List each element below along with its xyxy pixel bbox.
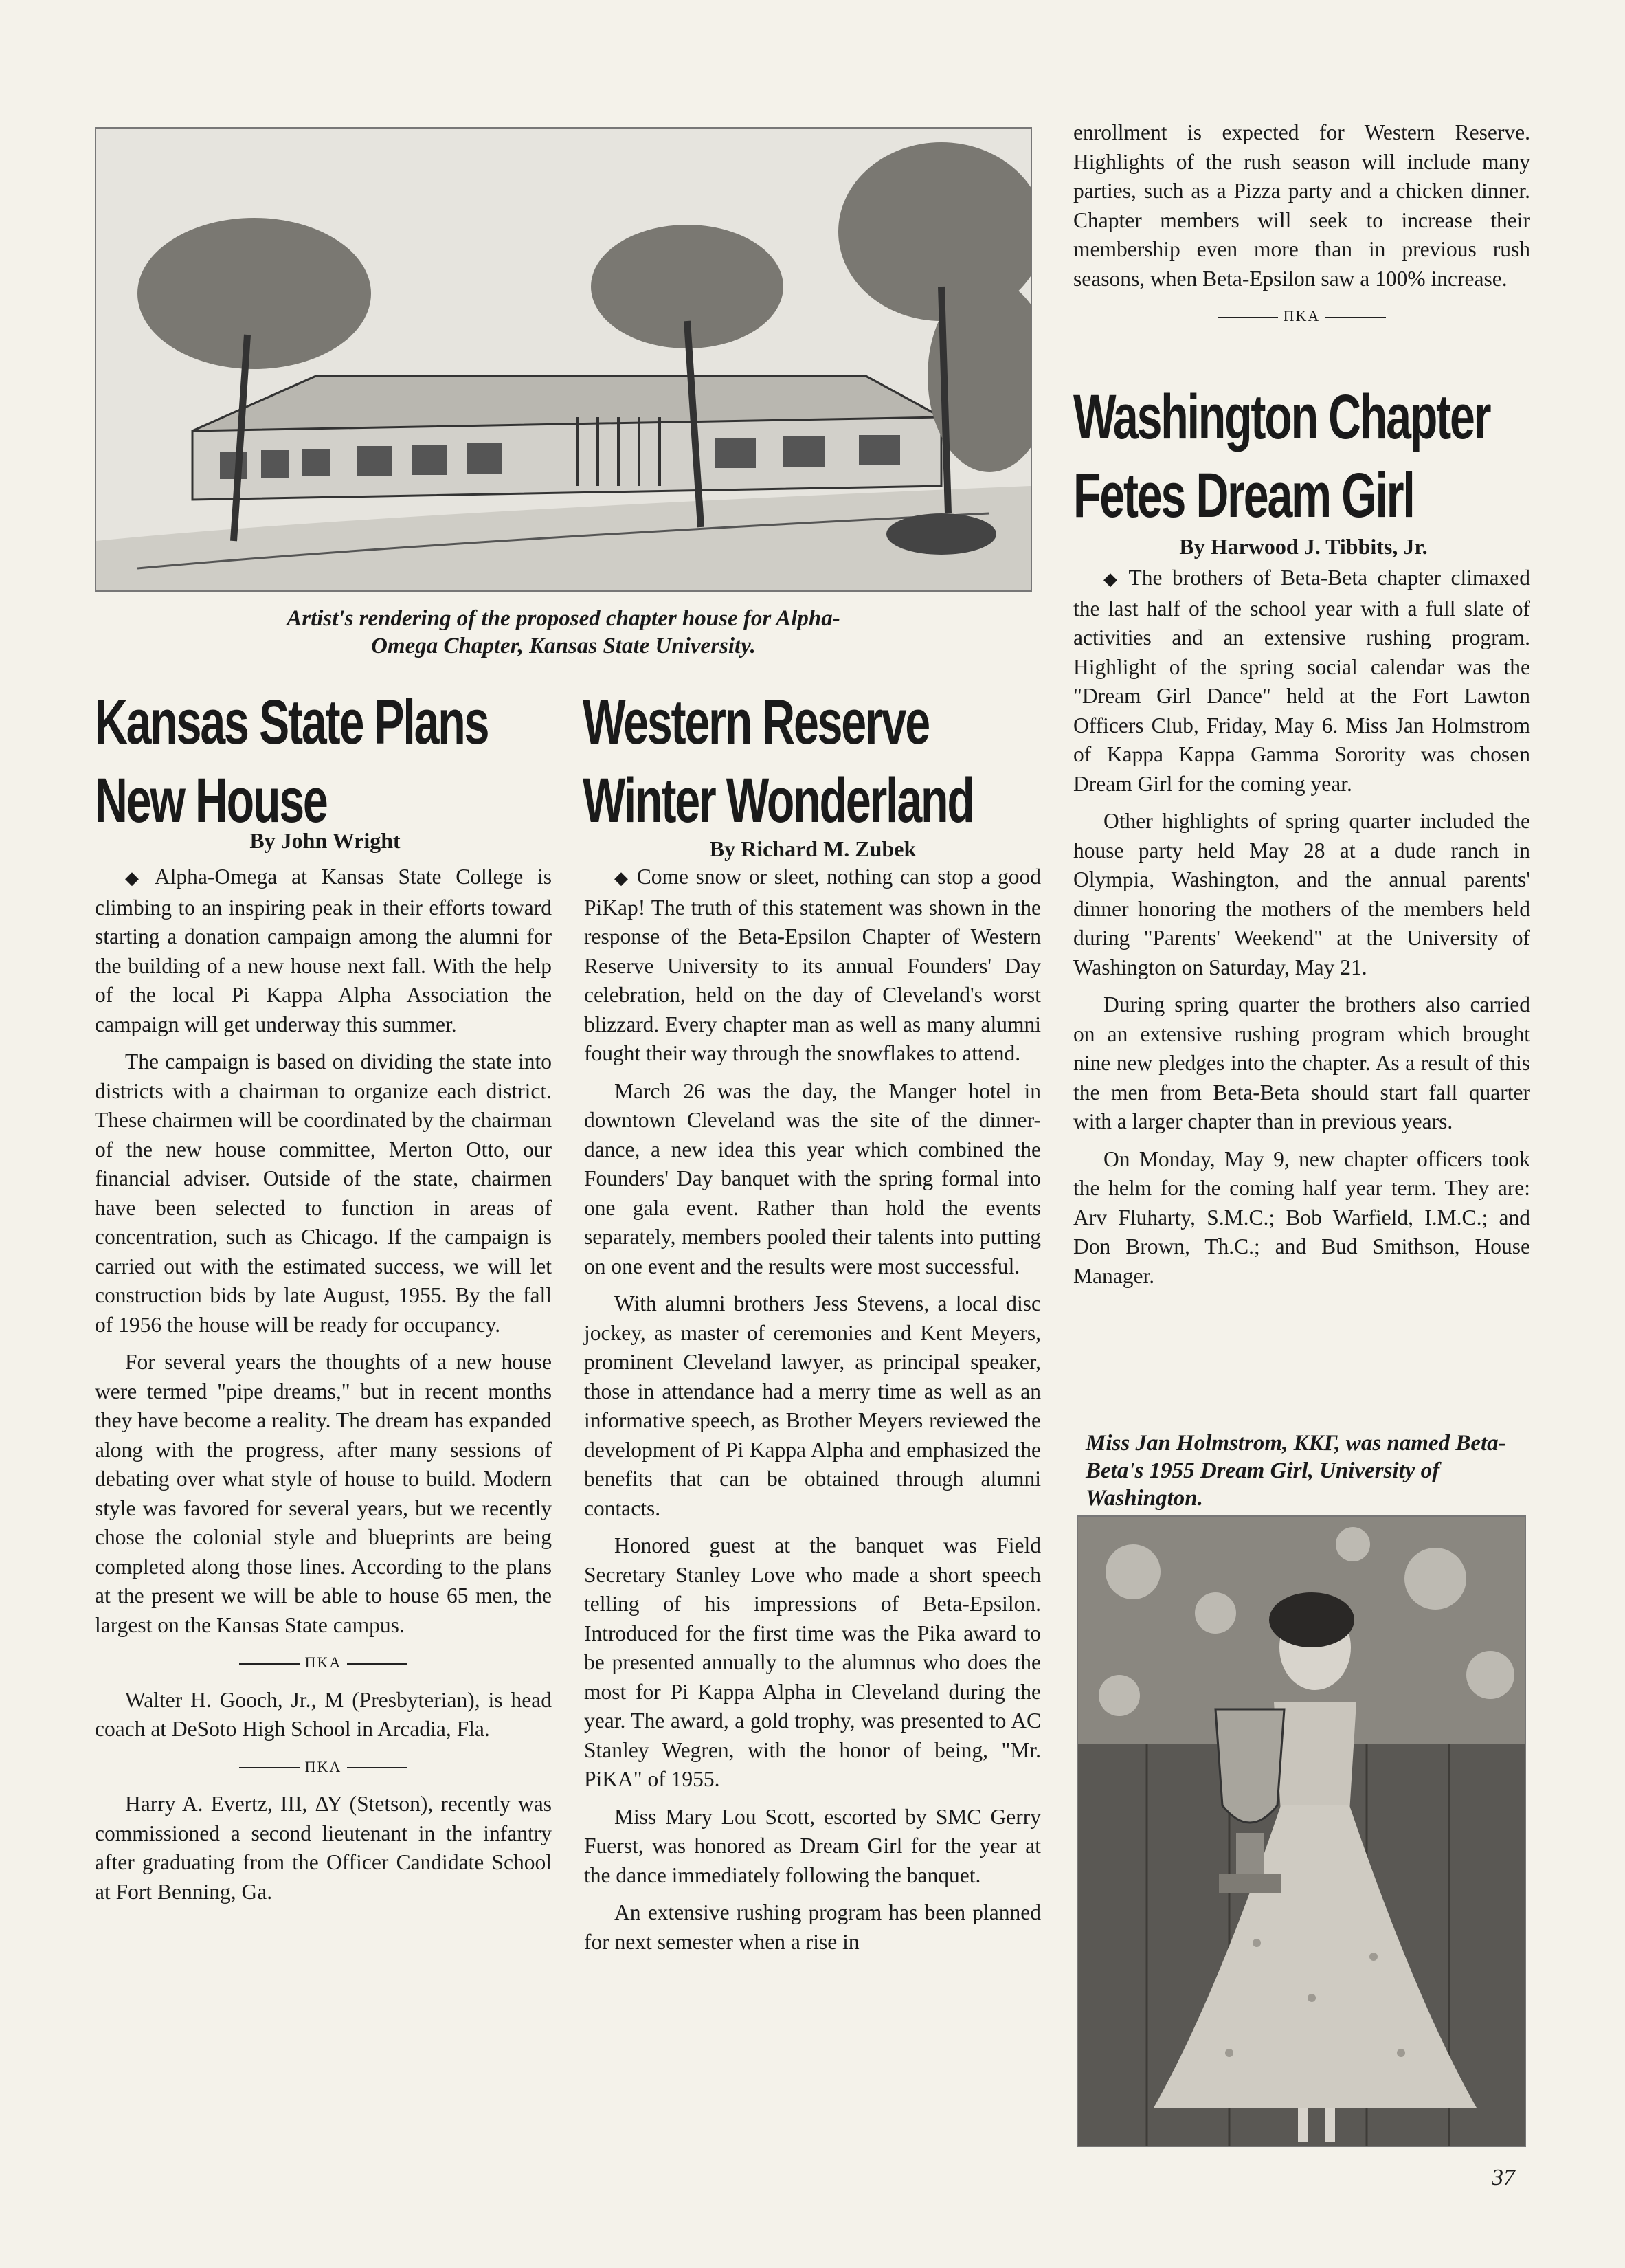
washington-paragraph: ◆ The brothers of Beta-Beta chapter climaxed the last half of the school year with a full slate of activities and an extensive rushing program. Highlight of the spring social calendar was the "Dream Girl Dance" held at the Fort Lawton Officers Club, Friday, May 6. Miss Jan Holmstrom of Kappa Kappa Gamma Sorority was chosen Dream Girl for the coming year.: [1073, 566, 1530, 796]
western-headline-line2: Winter Wonderland: [583, 766, 974, 836]
western-paragraph: An extensive rushing program has been planned for next semester when a rise in: [584, 1900, 1041, 1954]
diamond-icon: ◆: [125, 868, 148, 888]
washington-headline-line1: Washington Chapter: [1073, 382, 1490, 452]
pka-divider: ΠΚΑ: [1073, 302, 1530, 331]
western-continuation-text: enrollment is expected for Western Reserve. Highlights of the rush season will include many parties, such as a Pizza party and a chicken dinner. Chapter members will seek to increase their membership even more than in previous rush seasons, when Beta-Epsilon saw a 100% increase.: [1073, 120, 1530, 291]
rendering-caption: Artist's rendering of the proposed chapter house for Alpha-Omega Chapter, Kansas State University.: [287, 606, 840, 658]
western-paragraph: Honored guest at the banquet was Field Secretary Stanley Love who made a short speech telling of his impressions of Beta-Epsilon. Introduced for the first time was the Pika award to be presented annually to the alumnus who does the most for Pi Kappa Alpha in Cleveland during the year. The award, a gold trophy, was presented to AC Stanley Wegren, with the honor of being, "Mr. PiKA" of 1955.: [584, 1533, 1041, 1791]
evertz-note: Harry A. Evertz, III, ΔΥ (Stetson), recently was commissioned a second lieutenant in the infantry after graduating from the Officer Candidate School at Fort Benning, Ga.: [95, 1792, 552, 1904]
kansas-article: [95, 863, 552, 1915]
washington-byline: By Harwood J. Tibbits, Jr.: [1179, 534, 1428, 559]
washington-paragraph: On Monday, May 9, new chapter officers took the helm for the coming half year term. They are: Arv Fluharty, S.M.C.; Bob Warfield, I.M.C.; and Don Brown, Th.C.; and Bud Smithson, House Manager.: [1073, 1146, 1530, 1288]
kansas-paragraph: ◆ Alpha-Omega at Kansas State College is climbing to an inspiring peak in their efforts toward starting a donation campaign among the alumni for the building of a new house next fall. With the help of the local Pi Kappa Alpha Association the campaign will get underway this summer.: [95, 865, 552, 1036]
western-article: [584, 863, 1041, 1965]
dream-girl-caption: Miss Jan Holmstrom, ΚΚΓ, was named Beta-Beta's 1955 Dream Girl, University of Washington.: [1086, 1431, 1506, 1511]
pka-divider: ΠΚΑ: [95, 1648, 552, 1678]
washington-article: [1073, 564, 1530, 1299]
washington-paragraph: During spring quarter the brothers also carried on an extensive rushing program which brought nine new pledges into the chapter. As a result of this the men from Beta-Beta should start fall quarter with a larger chapter than in previous years.: [1073, 992, 1530, 1133]
kansas-paragraph: For several years the thoughts of a new house were termed "pipe dreams," but in recent months they have become a reality. The dream has expanded along with the progress, after many sessions of debating over what style of house to build. Modern style was favored for several years, but we recently chose the colonial style and blueprints are being completed along those lines. According to the plans at the present we will be able to house 65 men, the largest on the Kansas State campus.: [95, 1350, 552, 1637]
diamond-icon: ◆: [1103, 569, 1122, 589]
dream-girl-photo: [1077, 1515, 1526, 2147]
gooch-note: Walter H. Gooch, Jr., M (Presbyterian), is head coach at DeSoto High School in Arcadia, Fla.: [95, 1687, 552, 1741]
western-paragraph: March 26 was the day, the Manger hotel in downtown Cleveland was the site of the dinner-dance, a new idea this year which combined the Founders' Day banquet with the spring formal into one gala event. Rather than hold the events separately, members pooled their talents into putting on one event and the results were most successful.: [584, 1078, 1041, 1278]
washington-paragraph: Other highlights of spring quarter included the house party held May 28 at a dude ranch in Olympia, Washington, and the annual parents' dinner honoring the mothers of the members held during "Parents' Weekend" at the University of Washington on Saturday, May 21.: [1073, 809, 1530, 979]
house-sketch-icon: [96, 129, 1031, 590]
western-paragraph: Miss Mary Lou Scott, escorted by SMC Gerry Fuerst, was honored as Dream Girl for the year at the dance immediately following the banquet.: [584, 1804, 1041, 1887]
pka-divider: ΠΚΑ: [95, 1753, 552, 1782]
western-paragraph: With alumni brothers Jess Stevens, a local disc jockey, as master of ceremonies and Kent Meyers, prominent Cleveland lawyer, as principal speaker, those in attendance had a merry time as well as an informative speech, as Brother Meyers reviewed the development of Pi Kappa Alpha and emphasized the benefits that can be obtained through alumni contacts.: [584, 1291, 1041, 1520]
western-paragraph: ◆ Come snow or sleet, nothing can stop a good PiKap! The truth of this statement was shown in the response of the Beta-Epsilon Chapter of Western Reserve University to its annual Founders' Day celebration, held on the day of Cleveland's worst blizzard. Every chapter man as well as many alumni fought their way through the snowflakes to attend.: [584, 865, 1042, 1065]
dream-girl-photo-icon: [1078, 1517, 1525, 2146]
western-byline: By Richard M. Zubek: [709, 836, 917, 861]
kansas-headline-line2: New House: [95, 766, 327, 836]
kansas-headline-line1: Kansas State Plans: [95, 687, 489, 757]
kansas-byline: By John Wright: [249, 828, 401, 853]
diamond-icon: ◆: [614, 868, 630, 888]
western-headline-line1: Western Reserve: [583, 687, 929, 757]
kansas-paragraph: The campaign is based on dividing the state into districts with a chairman to organize each district. These chairmen will be coordinated by the chairman of the new house committee, Merton Otto, our financial adviser. Outside of the state, chairmen have been selected to function in areas of concentration, such as Chicago. If the campaign is carried out with the estimated success, we will let construction bids by late August, 1955. By the fall of 1956 the house will be ready for occupancy.: [95, 1049, 552, 1337]
washington-headline-line2: Fetes Dream Girl: [1073, 460, 1414, 531]
chapter-house-rendering: [95, 127, 1032, 592]
page-number: 37: [1492, 2165, 1515, 2190]
western-continuation: [1073, 118, 1530, 340]
